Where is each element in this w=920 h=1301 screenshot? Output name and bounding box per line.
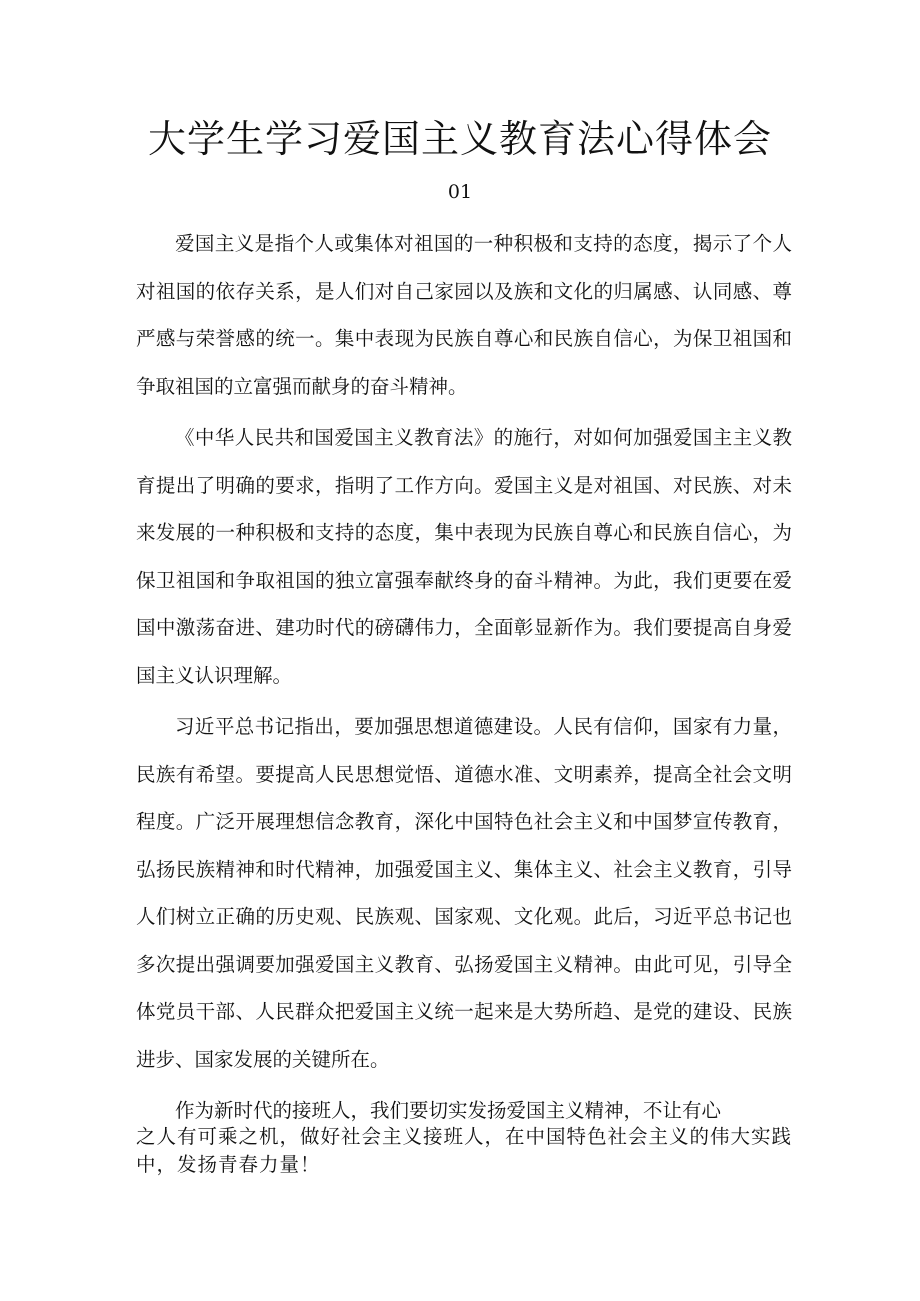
document-subtitle: 01 bbox=[447, 181, 473, 203]
paragraph: 《中华人民共和国爱国主义教育法》的施行，对如何加强爱国主主义教育提出了明确的要求，指明了工作方向。爱国主义是对祖国、对民族、对未来发展的一种积极和支持的态度，集中表现为民族自尊心和民族自信心，为保卫祖国和争取祖国的独立富强奉献终身的奋斗精神。为此，我们更要在爱国中激荡奋进、建功时代的磅礴伟力，全面彰显新作为。我们要提高自身爱国主义认识理解。 bbox=[136, 426, 792, 687]
document-title: 大学生学习爱国主义教育法心得体会 bbox=[147, 117, 772, 161]
paragraph: 爱国主义是指个人或集体对祖国的一种积极和支持的态度，揭示了个人对祖国的依存关系，是人们对自己家园以及族和文化的归属感、认同感、尊严感与荣誉感的统一。集中表现为民族自尊心和民族自信心，为保卫祖国和争取祖国的立富强而献身的奋斗精神。 bbox=[136, 232, 792, 398]
paragraph: 习近平总书记指出，要加强思想道德建设。人民有信仰，国家有力量，民族有希望。要提高人民思想觉悟、道德水准、文明素养，提高全社会文明程度。广泛开展理想信念教育，深化中国特色社会主义和中国梦宣传教育，弘扬民族精神和时代精神，加强爱国主义、集体主义、社会主义教育，引导人们树立正确的历史观、民族观、国家观、文化观。此后，习近平总书记也多次提出强调要加强爱国主义教育、弘扬爱国主义精神。由此可见，引导全体党员干部、人民群众把爱国主义统一起来是大势所趋、是党的建设、民族进步、国家发展的关键所在。 bbox=[136, 715, 792, 1071]
paragraph: 作为新时代的接班人，我们要切实发扬爱国主义精神，不让有心 bbox=[175, 1099, 722, 1122]
closing-paragraph: 之人有可乘之机，做好社会主义接班人，在中国特色社会主义的伟大实践中，发扬青春力量！ bbox=[136, 1125, 793, 1176]
document-body bbox=[136, 220, 792, 1134]
